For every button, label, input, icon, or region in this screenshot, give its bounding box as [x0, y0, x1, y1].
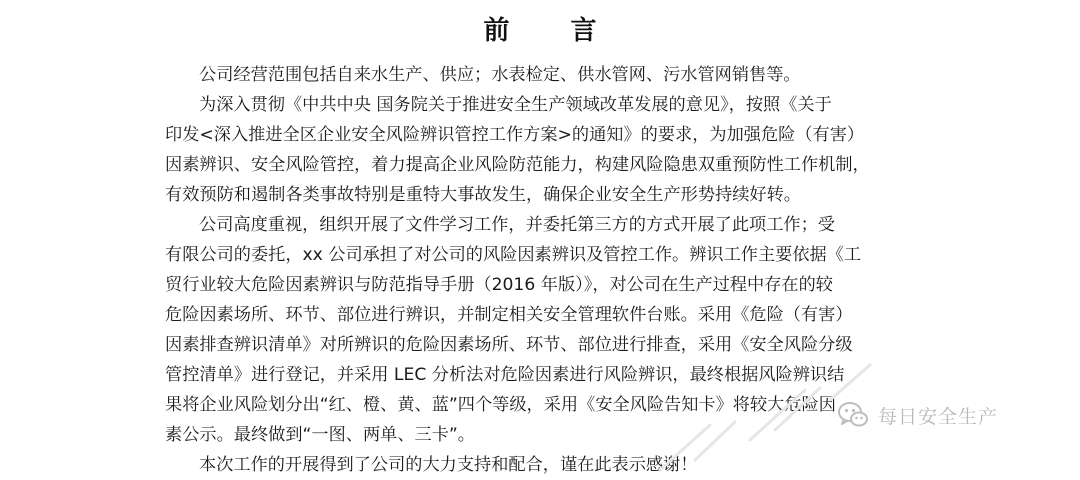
text-line: 公司高度重视，组织开展了文件学习工作，并委托第三方的方式开展了此项工作；受: [199, 215, 835, 235]
paragraph-3: [165, 210, 925, 450]
text-line: 因素排查辨识清单》对所辨识的危险因素场所、环节、部位进行排查，采用《安全风险分级: [165, 335, 853, 355]
document-body: [165, 60, 925, 480]
text-line: 公司经营范围包括自来水生产、供应；水表检定、供水管网、污水管网销售等。: [199, 65, 801, 85]
text-line: 果将企业风险划分出“红、橙、黄、蓝”四个等级，采用《安全风险告知卡》将较大危险因: [165, 395, 836, 415]
text-line: 危险因素场所、环节、部位进行辨识，并制定相关安全管理软件台账。采用《危险（有害）: [165, 305, 853, 325]
watermark-badge: [836, 398, 998, 432]
text-line: 管控清单》进行登记，并采用 LEC 分析法对危险因素进行风险辨识，最终根据风险辨识结: [165, 365, 845, 385]
text-line: 有效预防和遏制各类事故特别是重特大事故发生，确保企业安全生产形势持续好转。: [165, 185, 801, 205]
text-line: 因素辨识、安全风险管控，着力提高企业风险防范能力，构建风险隐患双重预防性工作机制，: [165, 155, 870, 175]
text-line: 印发<深入推进全区企业安全风险辨识管控工作方案>的通知》的要求，为加强危险（有害）: [165, 125, 865, 145]
paragraph-4: [165, 450, 925, 480]
wechat-icon: [836, 398, 870, 432]
text-line: 素公示。最终做到“一图、两单、三卡”。: [165, 425, 475, 445]
paragraph-2: [165, 90, 925, 210]
page-title: 前 言: [483, 16, 623, 46]
paragraph-1: [165, 60, 925, 90]
text-line: 为深入贯彻《中共中央 国务院关于推进安全生产领域改革发展的意见》，按照《关于: [199, 95, 832, 115]
text-line: 本次工作的开展得到了公司的大力支持和配合，谨在此表示感谢！: [199, 455, 698, 475]
watermark-text: 每日安全生产: [878, 405, 999, 428]
text-line: 贸行业较大危险因素辨识与防范指导手册（2016 年版）》，对公司在生产过程中存在的较: [165, 275, 833, 295]
text-line: 有限公司的委托，xx 公司承担了对公司的风险因素辨识及管控工作。辨识工作主要依据《工: [165, 245, 862, 265]
